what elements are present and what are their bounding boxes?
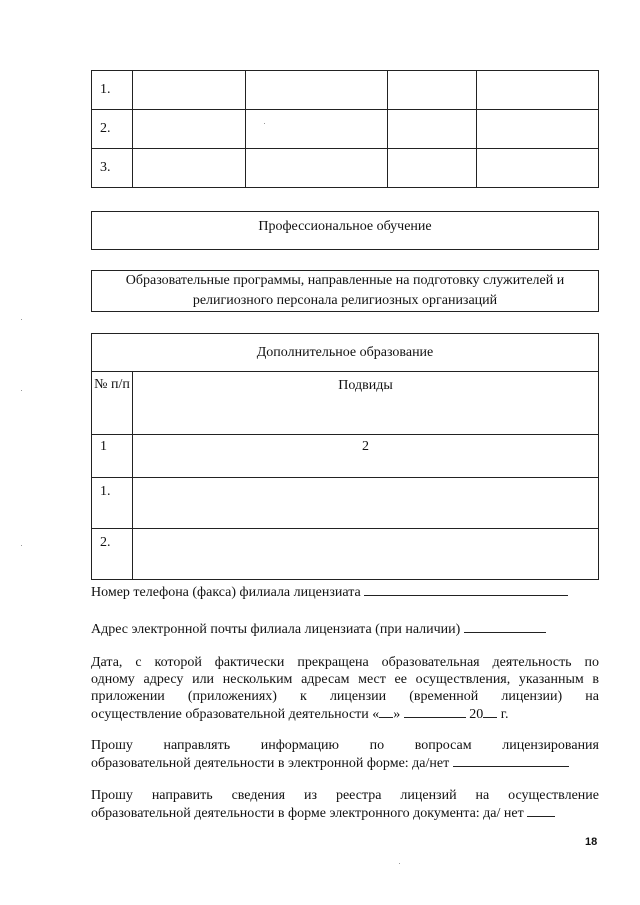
row-number: 2. xyxy=(92,529,133,580)
paragraph-line xyxy=(91,754,599,772)
column-index: 1 xyxy=(92,435,133,478)
scan-speck xyxy=(21,390,22,391)
electronic-info-paragraph xyxy=(91,737,599,772)
table-cell xyxy=(388,110,477,149)
table-cell xyxy=(246,149,388,188)
year-prefix: 20 xyxy=(469,707,484,722)
paragraph-text: г. xyxy=(500,707,509,722)
email-blank[interactable] xyxy=(464,620,546,633)
table-cell xyxy=(133,110,246,149)
table-cell xyxy=(133,478,599,529)
professional-training-box xyxy=(91,211,599,250)
paragraph-text: » xyxy=(393,707,401,722)
year-blank[interactable] xyxy=(483,705,497,718)
row-number: 3. xyxy=(92,149,133,188)
yes-no-blank[interactable] xyxy=(527,804,555,817)
paragraph-line: Прошу направлять информацию по вопросам лицензирования xyxy=(91,738,599,753)
paragraph-line: одному адресу или нескольким адресам мест ее осуществления, указанным в xyxy=(91,672,599,687)
table-cell xyxy=(133,149,246,188)
table-cell xyxy=(246,71,388,110)
paragraph-line: приложении (приложениях) к лицензии (временной лицензии) на xyxy=(91,689,599,704)
section-title: Образовательные программы, направленные на подготовку служителей и религиозного персонала религиозных организаций xyxy=(125,273,565,308)
table-title: Дополнительное образование xyxy=(92,334,599,372)
paragraph-line xyxy=(91,804,599,822)
email-label: Адрес электронной почты филиала лицензиата (при наличии) xyxy=(91,622,461,637)
table-header-row xyxy=(92,372,599,435)
table-cell xyxy=(477,71,599,110)
month-blank[interactable] xyxy=(404,705,466,718)
table-row xyxy=(92,149,599,188)
row-number: 1. xyxy=(92,71,133,110)
column-header-subtypes: Подвиды xyxy=(133,372,599,435)
date-line xyxy=(91,705,599,723)
email-field-line xyxy=(91,620,599,638)
table-cell xyxy=(388,71,477,110)
table-row xyxy=(92,71,599,110)
termination-date-paragraph xyxy=(91,654,599,723)
paragraph-line: Прошу направить сведения из реестра лицензий на осуществление xyxy=(91,788,599,803)
scan-speck xyxy=(399,863,400,864)
table-cell xyxy=(477,149,599,188)
row-number: 1. xyxy=(92,478,133,529)
scan-speck xyxy=(264,123,265,124)
paragraph-text: осуществление образовательной деятельности « xyxy=(91,707,380,722)
table-cell xyxy=(133,529,599,580)
table-row xyxy=(92,529,599,580)
table-cell xyxy=(477,110,599,149)
phone-field-line xyxy=(91,583,599,601)
table-row xyxy=(92,110,599,149)
table-cell xyxy=(246,110,388,149)
scan-speck xyxy=(21,545,22,546)
column-index: 2 xyxy=(133,435,599,478)
paragraph-text: образовательной деятельности в электронной форме: да/нет xyxy=(91,756,450,771)
table-cell xyxy=(388,149,477,188)
phone-label: Номер телефона (факса) филиала лицензиата xyxy=(91,585,361,600)
paragraph-line: Дата, с которой фактически прекращена образовательная деятельность по xyxy=(91,655,599,670)
table-cell xyxy=(133,71,246,110)
yes-no-blank[interactable] xyxy=(453,754,569,767)
additional-education-table xyxy=(91,333,599,580)
table-row xyxy=(92,478,599,529)
registry-paragraph xyxy=(91,787,599,822)
column-header-number: № п/п xyxy=(92,372,133,435)
scan-speck xyxy=(21,319,22,320)
row-number: 2. xyxy=(92,110,133,149)
religious-programs-box xyxy=(91,270,599,312)
section-title: Профессиональное обучение xyxy=(258,219,432,234)
phone-blank[interactable] xyxy=(364,583,568,596)
page-number: 18 xyxy=(585,836,598,848)
table-index-row xyxy=(92,435,599,478)
paragraph-text: образовательной деятельности в форме электронного документа: да/ нет xyxy=(91,806,524,821)
day-blank[interactable] xyxy=(379,705,393,718)
table-header-row xyxy=(92,334,599,372)
top-table xyxy=(91,70,599,188)
